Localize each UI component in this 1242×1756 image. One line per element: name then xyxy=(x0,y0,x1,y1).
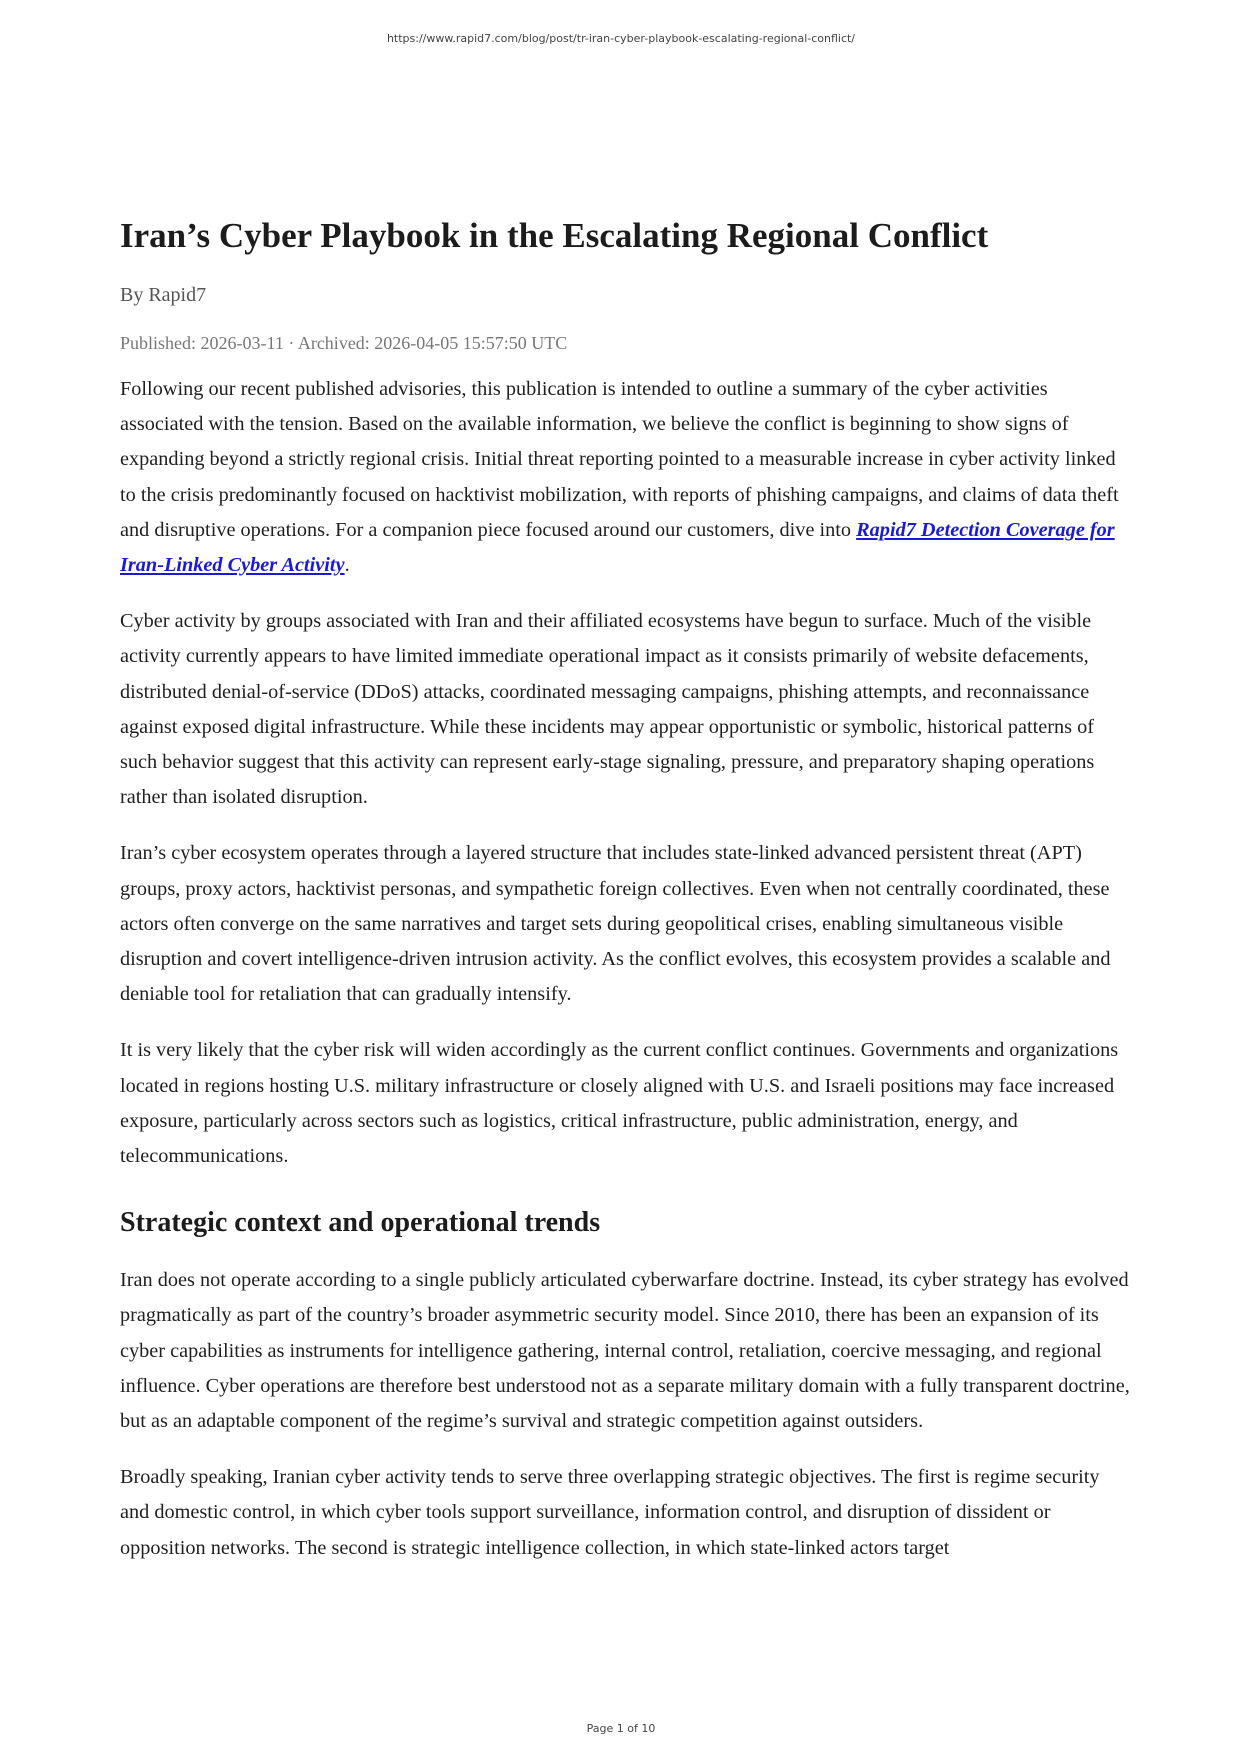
paragraph: Cyber activity by groups associated with Iran and their affiliated ecosystems have begun to surface. Much of the visible activity currently appears to have limited immediate operational impact as it consists primarily of website defacements, distributed denial-of-service (DDoS) attacks, coordinated messaging campaigns, phishing attempts, and reconnaissance against exposed digital infrastructure. While these incidents may appear opportunistic or symbolic, historical patterns of such behavior suggest that this activity can represent early-stage signaling, pressure, and preparatory shaping operations rather than isolated disruption. xyxy=(120,610,1095,809)
detection-coverage-link[interactable]: Rapid7 Detection Coverage for Iran-Linked Cyber Activity xyxy=(120,518,1115,577)
article-title: Iran’s Cyber Playbook in the Escalating Regional Conflict xyxy=(120,216,989,255)
paragraph-text: Following our recent published advisories, this publication is intended to outline a summary of the cyber activities associated with the tension. Based on the available information, we believe the conflict is beginning to show signs of expanding beyond a strictly regional crisis. Initial threat reporting pointed to a measurable increase in cyber activity linked to the crisis predominantly focused on hacktivist mobilization, with reports of phishing campaigns, and claims of data theft and disruptive operations. For a companion piece focused around our customers, dive into xyxy=(120,378,1119,541)
article-byline: By Rapid7 xyxy=(120,284,207,306)
paragraph: Broadly speaking, Iranian cyber activity tends to serve three overlapping strategic objectives. The first is regime security and domestic control, in which cyber tools support surveillance, information control, and disruption of dissident or opposition networks. The second is strategic intelligence collection, in which state-linked actors target xyxy=(120,1466,1100,1559)
page-url-header: https://www.rapid7.com/blog/post/tr-iran-cyber-playbook-escalating-regional-conflict/ xyxy=(386,32,856,45)
paragraph-end: . xyxy=(344,554,350,577)
paragraph: Iran does not operate according to a single publicly articulated cyberwarfare doctrine. Instead, its cyber strategy has evolved pragmatically as part of the country’s broader asymmetric security model. Since 2010, there has been an expansion of its cyber capabilities as instruments for intelligence gathering, internal control, retaliation, coercive messaging, and regional influence. Cyber operations are therefore best understood not as a separate military domain with a fully transparent doctrine, but as an adaptable component of the regime’s survival and strategic competition against outsiders. xyxy=(120,1269,1130,1433)
section-heading: Strategic context and operational trends xyxy=(120,1207,601,1239)
page-number: Page 1 of 10 xyxy=(586,1722,656,1735)
paragraph: It is very likely that the cyber risk will widen accordingly as the current conflict continues. Governments and organizations located in regions hosting U.S. military infrastructure or closely aligned with U.S. and Israeli positions may face increased exposure, particularly across sectors such as logistics, critical infrastructure, public administration, energy, and telecommunications. xyxy=(120,1039,1119,1168)
article xyxy=(120,208,1132,1587)
paragraph-intro xyxy=(120,372,1132,583)
paragraph: Iran’s cyber ecosystem operates through a layered structure that includes state-linked advanced persistent threat (APT) groups, proxy actors, hacktivist personas, and sympathetic foreign collectives. Even when not centrally coordinated, these actors often converge on the same narratives and target sets during geopolitical crises, enabling simultaneous visible disruption and covert intelligence-driven intrusion activity. As the conflict evolves, this ecosystem provides a scalable and deniable tool for retaliation that can gradually intensify. xyxy=(120,842,1111,1006)
article-meta: Published: 2026-03-11 · Archived: 2026-04-05 15:57:50 UTC xyxy=(120,333,568,353)
